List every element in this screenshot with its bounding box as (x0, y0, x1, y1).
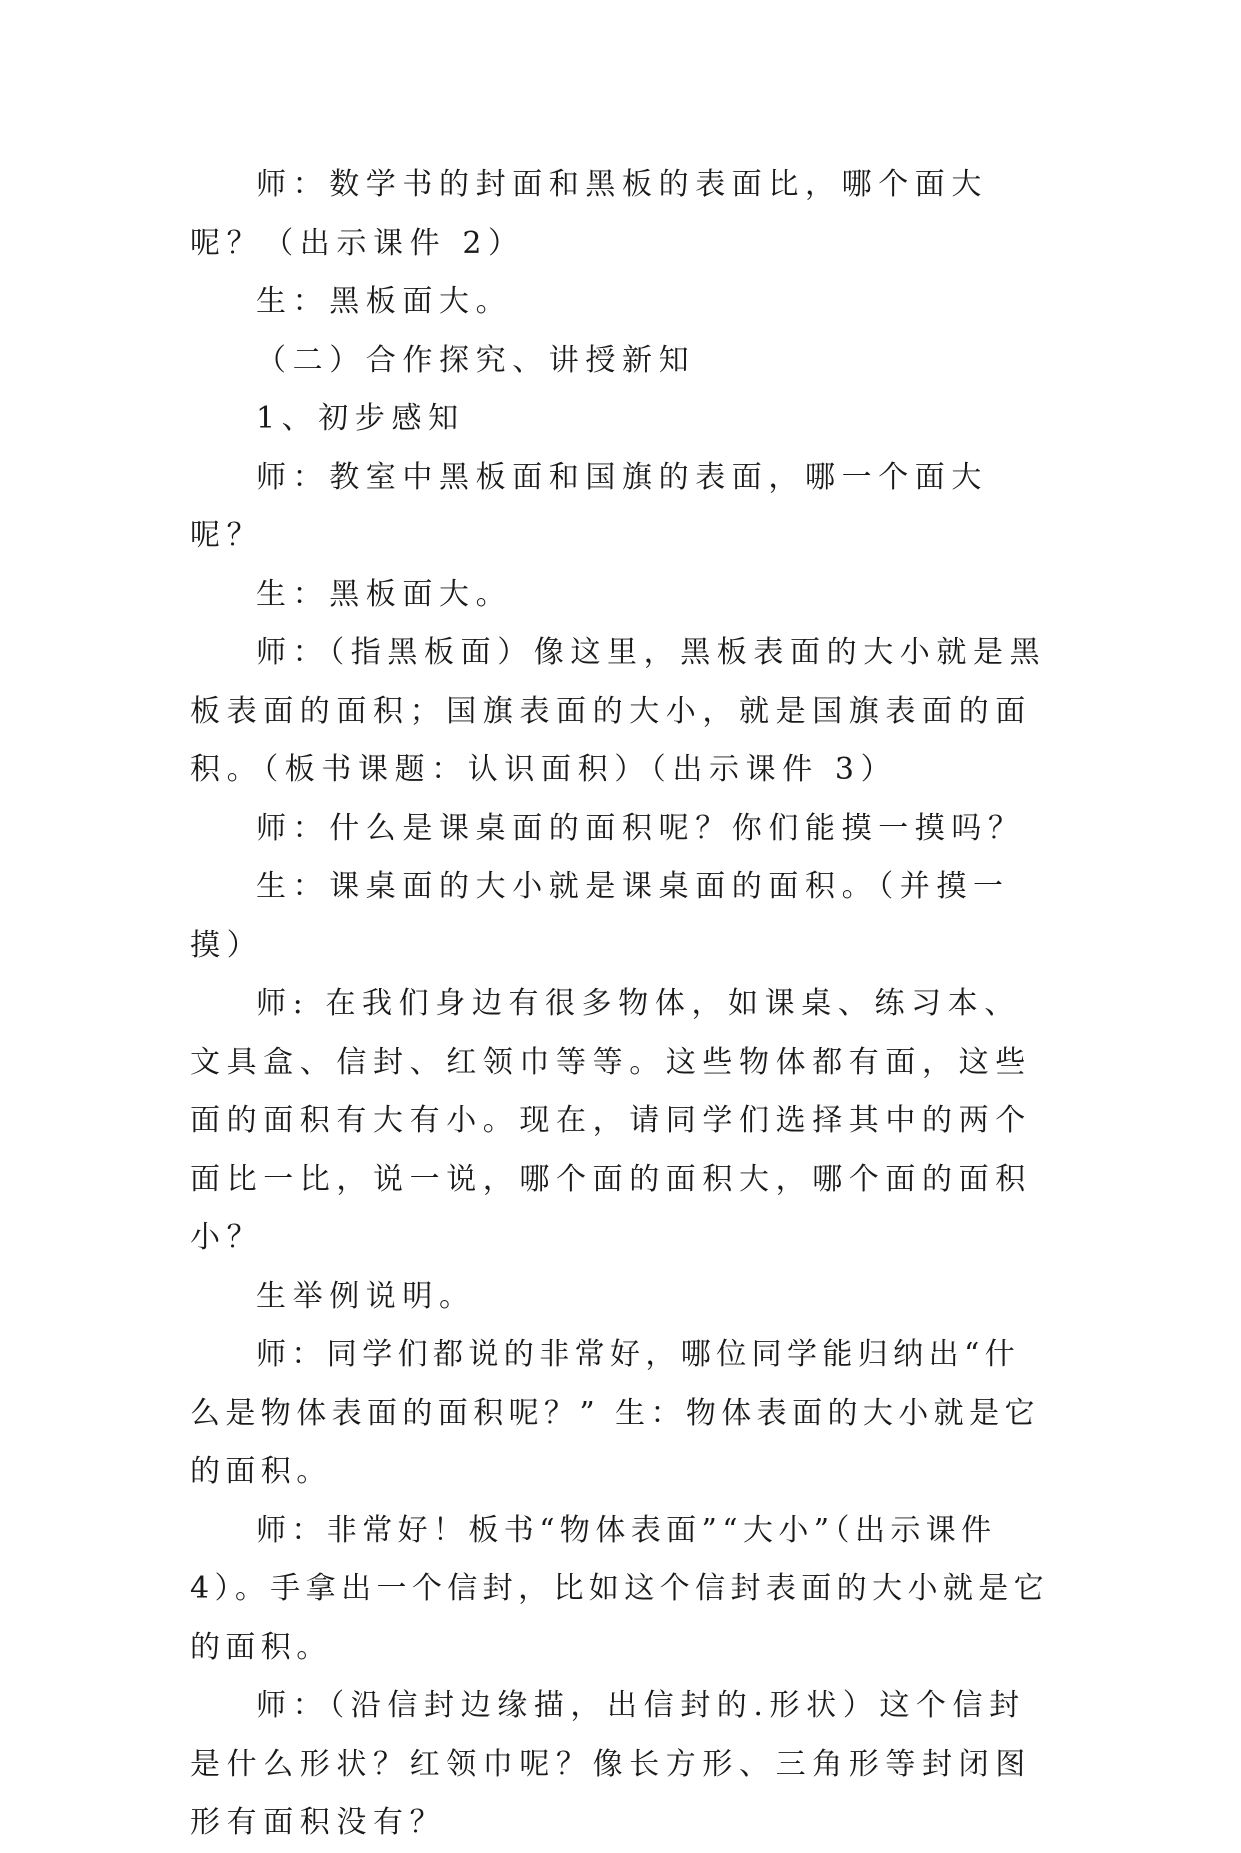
paragraph-5: 师：教室中黑板面和国旗的表面，哪一个面大呢？ (190, 459, 988, 553)
subsection-heading: 1、初步感知 (256, 401, 465, 436)
paragraph-9: 生：课桌面的大小就是课桌面的面积。（并摸一摸） (190, 869, 1010, 963)
paragraph-8: 师：什么是课桌面的面积呢？你们能摸一摸吗？ (256, 810, 1025, 846)
paragraph-1: 师：数学书的封面和黑板的表面比，哪个面大呢？（出示课件 2） (190, 167, 988, 261)
document-body (190, 156, 1050, 1853)
paragraph-14: 师：（沿信封边缘描，出信封的.形状）这个信封是什么形状？红领巾呢？像长方形、三角形等封闭图形有面积没有？ (190, 1688, 1032, 1840)
section-heading: （二）合作探究、讲授新知 (256, 342, 696, 378)
paragraph-6: 生：黑板面大。 (256, 576, 513, 612)
paragraph-12: 师：同学们都说的非常好，哪位同学能归纳出“什么是物体表面的面积呢？” 生：物体表面的大小就是它的面积。 (190, 1337, 1040, 1489)
paragraph-2: 生：黑板面大。 (256, 284, 513, 319)
paragraph-10: 师: 在我们身边有很多物体，如课桌、练习本、文具盒、信封、红领巾等等。这些物体都有面，这些面的面积有大有小。现在，请同学们选择其中的两个面比一比，说一说，哪个面的面积大，哪个面的面积小？ (190, 986, 1032, 1255)
paragraph-11: 生举例说明。 (256, 1278, 476, 1314)
paragraph-7: 师：（指黑板面）像这里，黑板表面的大小就是黑板表面的面积；国旗表面的大小，就是国旗表面的面积。（板书课题：认识面积）（出示课件 3） (190, 635, 1047, 787)
paragraph-13: 师：非常好！板书“物体表面”“大小”（出示课件 4）。手拿出一个信封，比如这个信封表面的大小就是它的面积。 (190, 1512, 1050, 1665)
